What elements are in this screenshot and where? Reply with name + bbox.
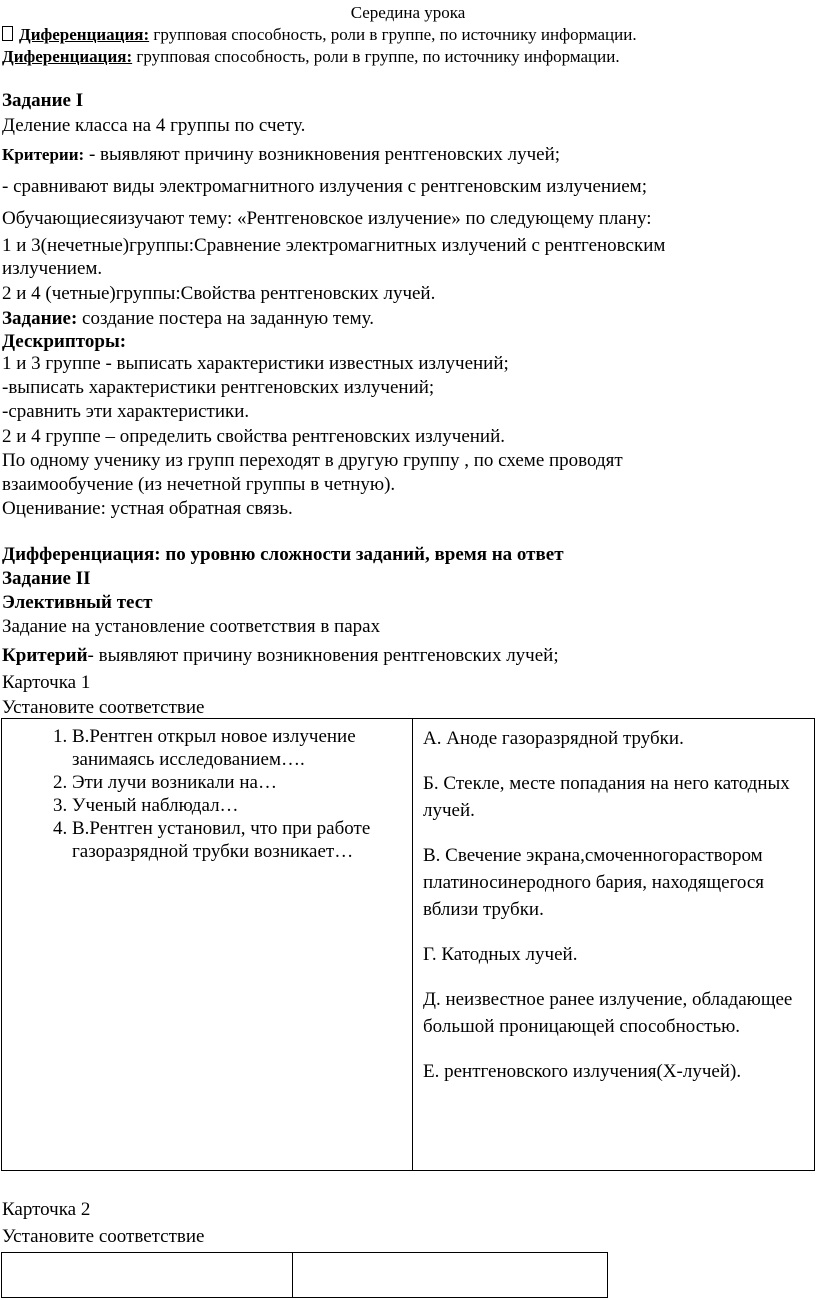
- card-2-table: [1, 1252, 608, 1298]
- list-item: 3. Ученый наблюдал…: [72, 794, 408, 817]
- descriptor-2: -выписать характеристики рентгеновских излучений;: [2, 377, 435, 398]
- descriptors-title: Дескрипторы:: [2, 331, 127, 352]
- card-2-title: Карточка 2: [2, 1199, 91, 1220]
- card-2-left-cell: [2, 1253, 293, 1298]
- criteria-task-2: Критерий- выявляют причину возникновения рентгеновских лучей;: [2, 645, 559, 666]
- card-2-right-cell: [293, 1253, 608, 1298]
- matching-instruction: Задание на установление соответствия в парах: [2, 616, 381, 637]
- differentiation-line-2: Диференциация: групповая способность, роли в группе, по источнику информации.: [2, 47, 620, 66]
- task-1-title: Задание I: [2, 90, 84, 111]
- answers-cell: [413, 719, 815, 1171]
- questions-cell: [2, 719, 413, 1171]
- class-division: Деление класса на 4 группы по счету.: [2, 115, 306, 136]
- page-title: Середина урока: [350, 3, 466, 22]
- groups-1-3-line-2: излучением.: [2, 258, 103, 279]
- answer-d: Д. неизвестное ранее излучение, обладающее большой проницающей способностью.: [423, 989, 793, 1037]
- assessment: Оценивание: устная обратная связь.: [2, 498, 293, 519]
- answer-v: В. Свечение экрана,смоченногораствором платиносинеродного бария, находящегося вблизи трубки.: [423, 845, 765, 920]
- task-2-title: Задание II: [2, 568, 91, 589]
- list-item: 4. В.Рентген установил, что при работе газоразрядной трубки возникает…: [72, 817, 408, 863]
- bullet-icon: [2, 26, 13, 41]
- elective-test-title: Элективный тест: [2, 592, 153, 613]
- descriptor-4: 2 и 4 группе – определить свойства рентгеновских излучений.: [2, 426, 506, 447]
- exchange-line-2: взаимообучение (из нечетной группы в четную).: [2, 474, 396, 495]
- differentiation-line-1: Диференциация: групповая способность, роли в группе, по источнику информации.: [2, 24, 637, 46]
- differentiation-2: Дифференциация: по уровню сложности заданий, время на ответ: [2, 544, 564, 565]
- assignment: Задание: создание постера на заданную тему.: [2, 308, 375, 329]
- criteria-2: - сравнивают виды электромагнитного излучения с рентгеновским излучением;: [2, 176, 647, 197]
- card-1-title: Карточка 1: [2, 672, 91, 693]
- answer-b: Б. Стекле, месте попадания на него катодных лучей.: [423, 773, 790, 821]
- list-item: 1. В.Рентген открыл новое излучение занимаясь исследованием….: [72, 725, 408, 771]
- study-plan: Обучающиесяизучают тему: «Рентгеновское излучение» по следующему плану:: [2, 208, 652, 229]
- exchange-line-1: По одному ученику из групп переходят в другую группу , по схеме проводят: [2, 450, 623, 471]
- list-item: 2. Эти лучи возникали на…: [72, 771, 408, 794]
- card-1-table: [1, 718, 815, 1171]
- answer-g: Г. Катодных лучей.: [423, 944, 578, 965]
- criteria-1: Критерии: - выявляют причину возникновения рентгеновских лучей;: [2, 144, 561, 165]
- question-list: [2, 725, 408, 863]
- card-1-instruction: Установите соответствие: [2, 697, 205, 718]
- groups-1-3-line-1: 1 и 3(нечетные)группы:Сравнение электромагнитных излучений с рентгеновским: [2, 235, 666, 256]
- descriptor-1: 1 и 3 группе - выписать характеристики известных излучений;: [2, 353, 509, 374]
- descriptor-3: -сравнить эти характеристики.: [2, 401, 250, 422]
- card-2-instruction: Установите соответствие: [2, 1226, 205, 1247]
- answer-e: Е. рентгеновского излучения(Х-лучей).: [423, 1061, 742, 1082]
- answer-a: А. Аноде газоразрядной трубки.: [423, 728, 684, 749]
- groups-2-4: 2 и 4 (четные)группы:Свойства рентгеновских лучей.: [2, 283, 436, 304]
